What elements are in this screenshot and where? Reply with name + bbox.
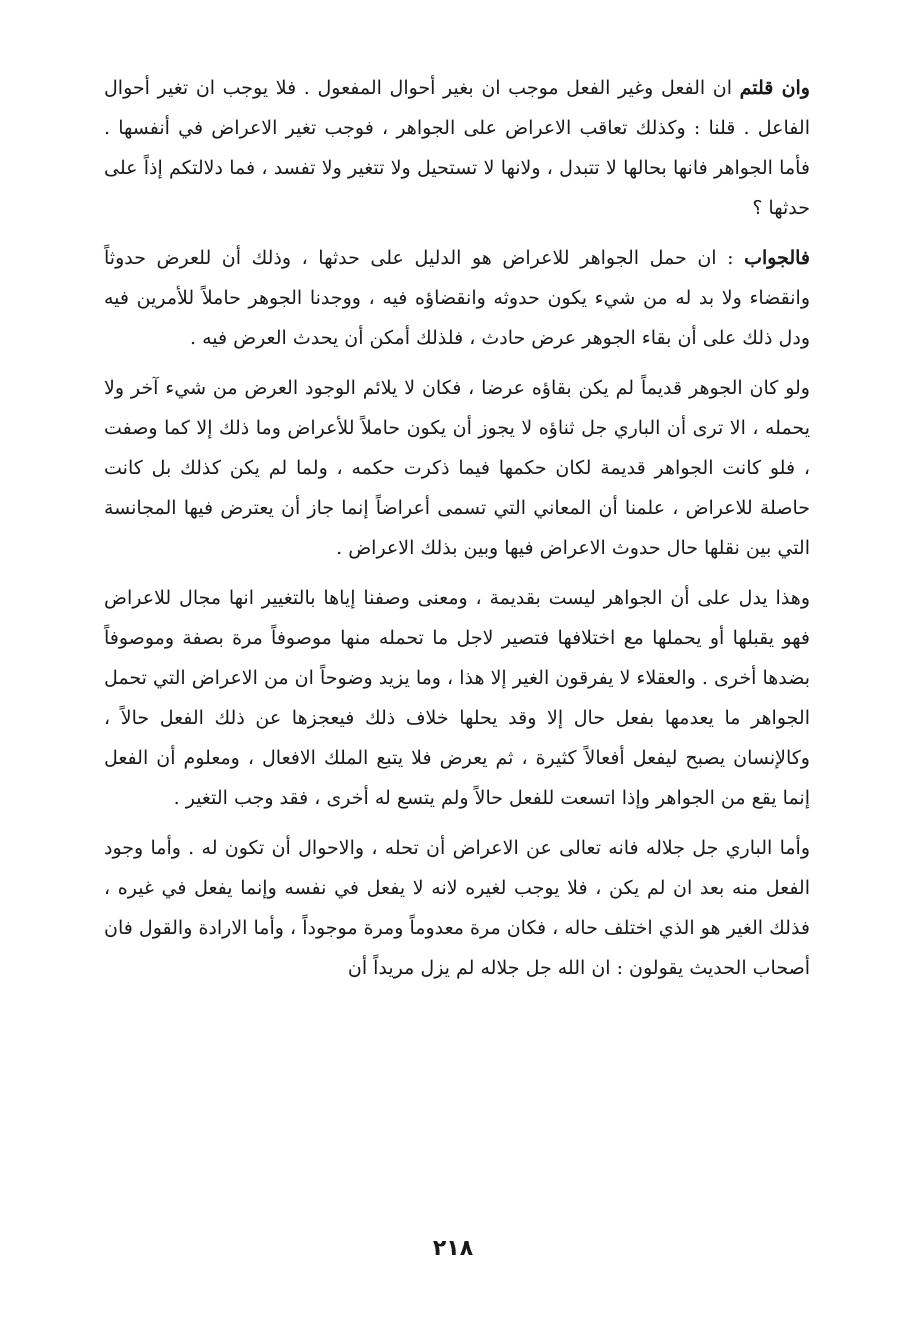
paragraph-2 bbox=[104, 238, 810, 358]
paragraph-text: ولو كان الجوهر قديماً لم يكن بقاؤه عرضا ، فكان لا يلائم الوجود العرض من شيء آخر ولا يحمله ، الا ترى أن الباري جل ثناؤه لا يجوز أن يكون حاملاً للأعراض وما ذلك إلا كما وصفت ، فلو كانت الجواهر قديمة لكان حكمها فيما ذكرت حكمه ، ولما لم يكن كذلك بل كانت حاصلة للاعراض ، علمنا أن المعاني التي تسمى أعراضاً إنما جاز أن يعترض فيها المجانسة التي بين نقلها حال حدوث الاعراض فيها وبين بذلك الاعراض . bbox=[104, 377, 810, 559]
paragraph-text: وهذا يدل على أن الجواهر ليست بقديمة ، ومعنى وصفنا إياها بالتغيير انها مجال للاعراض فهو يقبلها أو يحملها مع اختلافها فتصير لاجل ما تحمله منها موصوفاً مرة بصفة وموصوفاً بضدها أخرى . والعقلاء لا يفرقون الغير إلا هذا ، وما يزيد وضوحاً ان من الاعراض التي تحمل الجواهر ما يعدمها بفعل حال إلا وقد يحلها خلاف ذلك فيعجزها عن ذلك الفعل حالاً ، وكالإنسان يصبح ليفعل أفعالاً كثيرة ، ثم يعرض فلا يتبع الملك الافعال ، ومعلوم أن الفعل إنما يقع من الجواهر وإذا اتسعت للفعل حالاً ولم يتسع له أخرى ، فقد وجب التغير . bbox=[104, 587, 810, 809]
page-body bbox=[104, 68, 810, 998]
paragraph-5 bbox=[104, 828, 810, 988]
paragraph-3 bbox=[104, 368, 810, 568]
paragraph-text: وأما الباري جل جلاله فانه تعالى عن الاعراض أن تحله ، والاحوال أن تكون له . وأما وجود الفعل منه بعد ان لم يكن ، فلا يوجب لغيره لانه لا يفعل في نفسه وإنما يفعل في غيره ، فذلك الغير هو الذي اختلف حاله ، فكان مرة معدوماً ومرة موجوداً ، وأما الارادة والقول فان أصحاب الحديث يقولون : ان الله جل جلاله لم يزل مريداً أن bbox=[104, 837, 810, 979]
paragraph-1 bbox=[104, 68, 810, 228]
paragraph-text: ان الفعل وغير الفعل موجب ان بغير أحوال المفعول . فلا يوجب ان تغير أحوال الفاعل . قلنا : وكذلك تعاقب الاعراض على الجواهر ، فوجب تغير الاعراض في أنفسها . فأما الجواهر فانها بحالها لا تتبدل ، ولانها لا تستحيل ولا تتغير ولا تفسد ، فما دلالتكم إذاً على حدثها ؟ bbox=[104, 77, 810, 219]
paragraph-lead: وان قلتم bbox=[739, 77, 810, 99]
paragraph-lead: فالجواب bbox=[744, 247, 810, 269]
paragraph-4 bbox=[104, 578, 810, 818]
paragraph-text: : ان حمل الجواهر للاعراض هو الدليل على حدثها ، وذلك أن للعرض حدوثاً وانقضاء ولا بد له من شيء يكون حدوثه وانقضاؤه فيه ، ووجدنا الجوهر حاملاً للأمرين فيه ودل ذلك على أن بقاء الجوهر عرض حادث ، فلذلك أمكن أن يحدث العرض فيه . bbox=[104, 247, 810, 349]
page-number: ٢١٨ bbox=[432, 1236, 474, 1261]
